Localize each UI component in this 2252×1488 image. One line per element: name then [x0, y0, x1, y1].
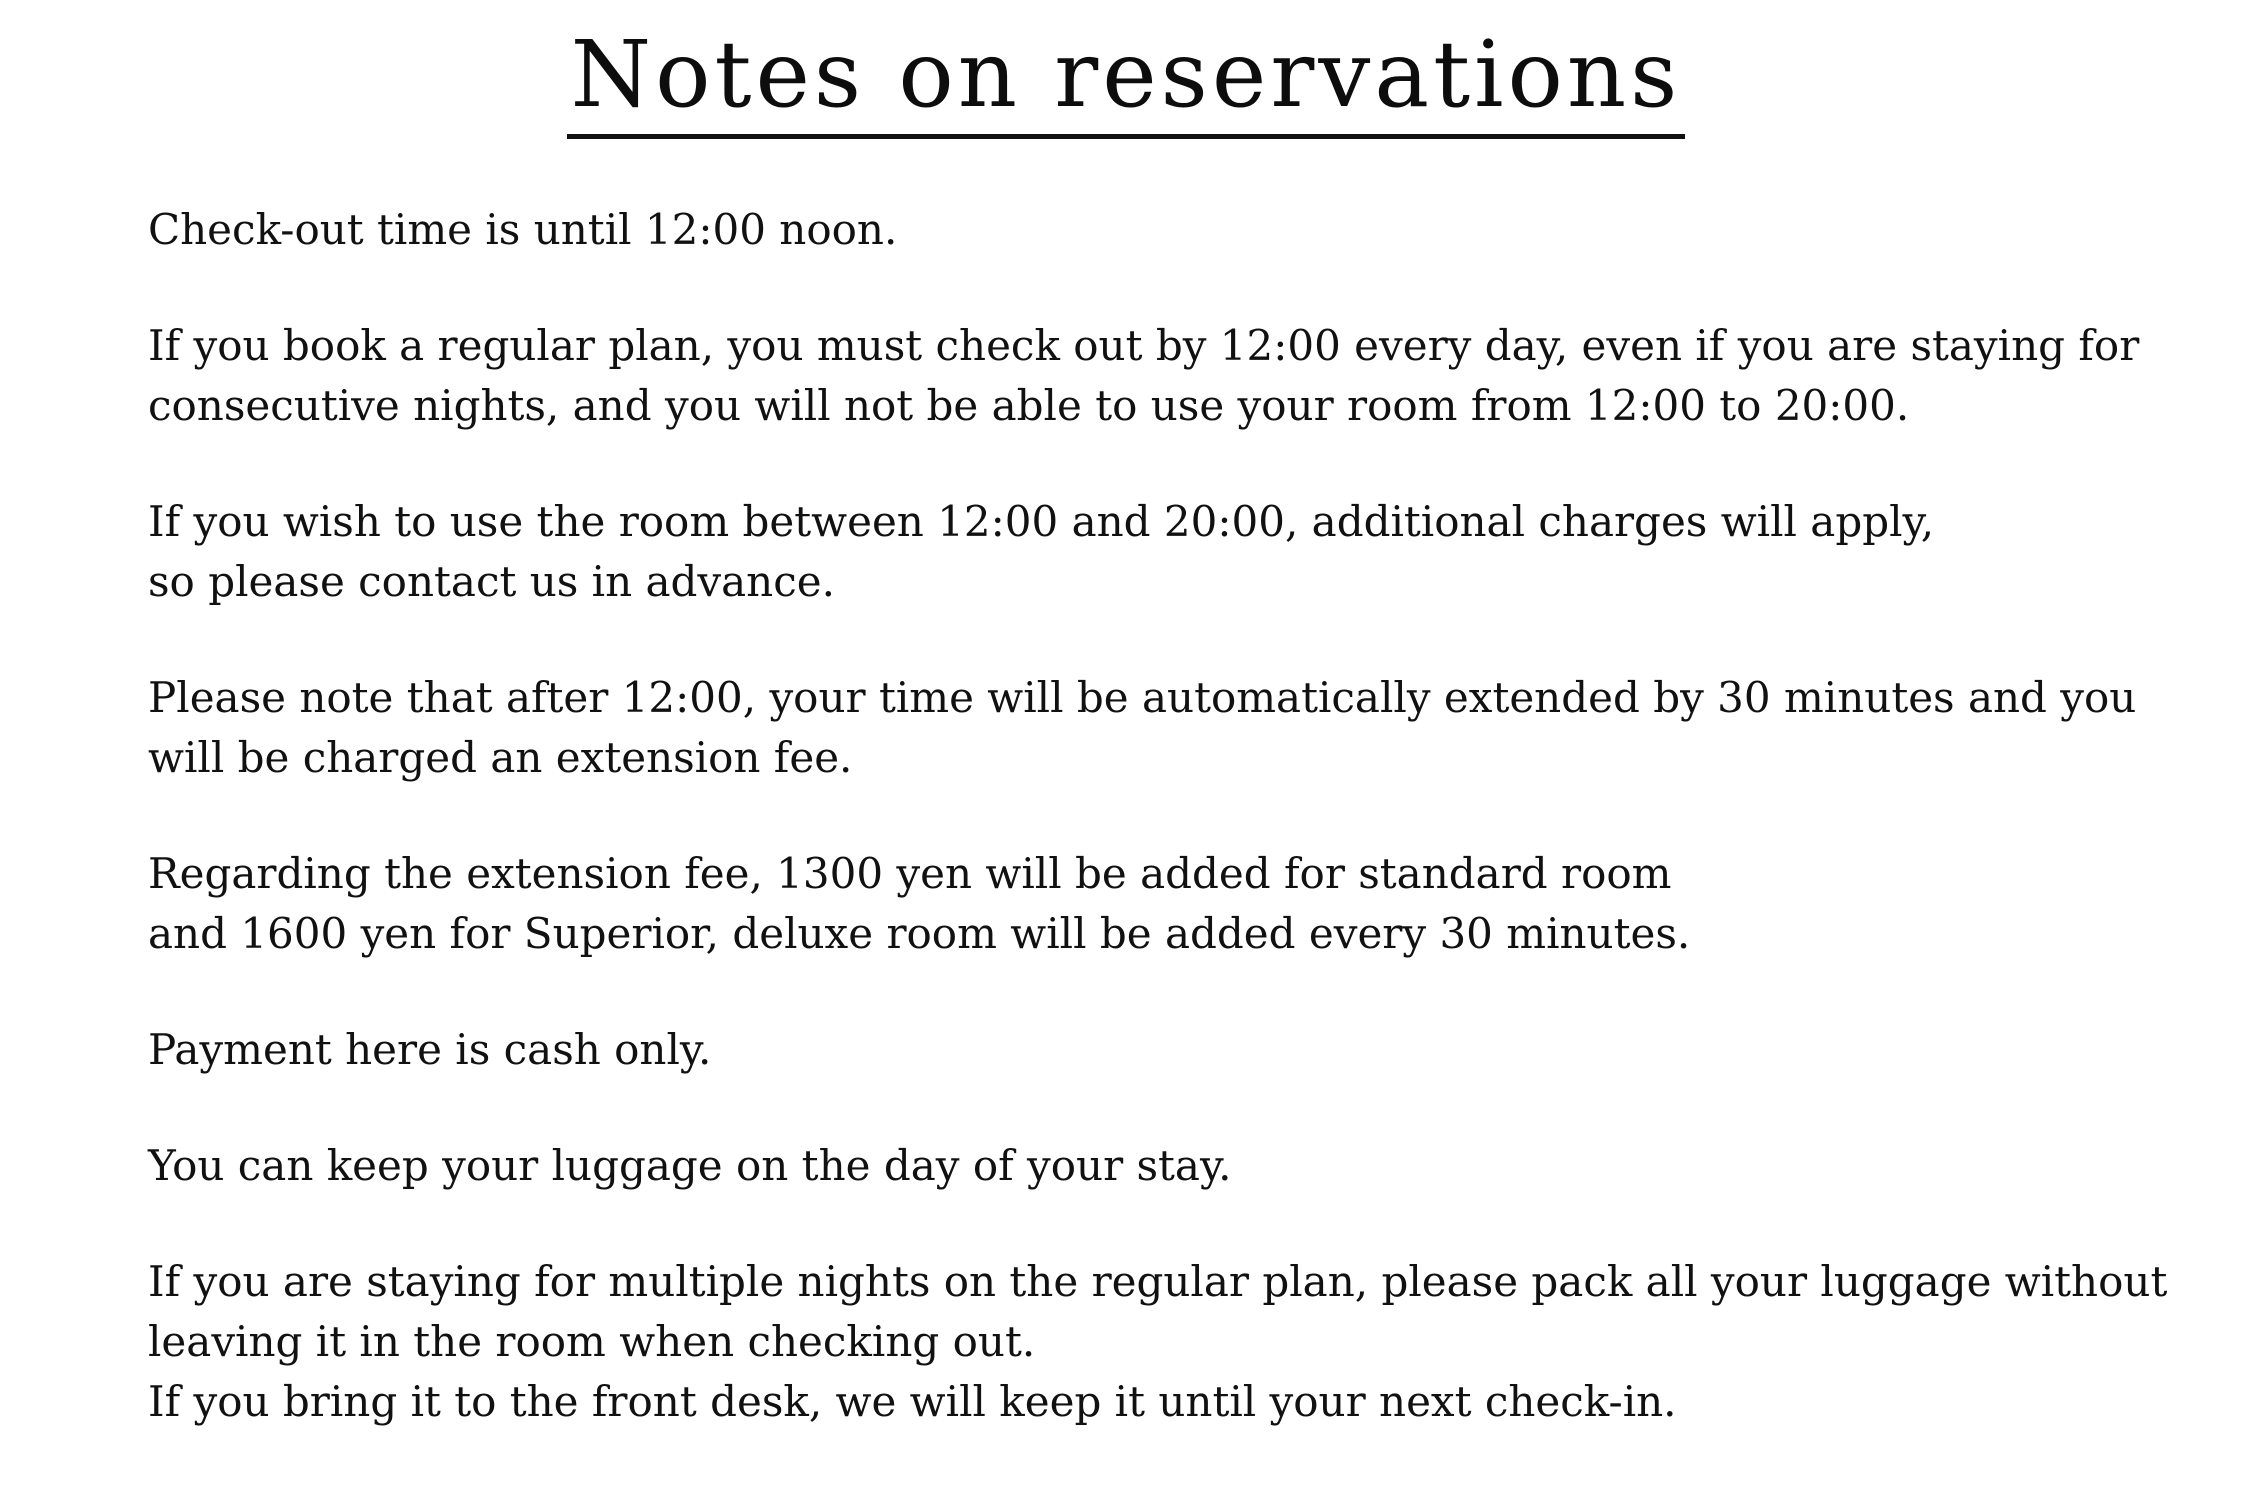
note-luggage-multiple-nights — [148, 1252, 2168, 1432]
note-line: Please note that after 12:00, your time will be automatically extended by 30 minutes and you — [148, 673, 2137, 722]
note-additional-charges — [148, 492, 2148, 612]
note-auto-extension — [148, 668, 2148, 788]
notes-body — [148, 200, 2168, 1488]
note-extension-fee — [148, 844, 2148, 964]
note-regular-plan — [148, 316, 2148, 436]
note-line: Regarding the extension fee, 1300 yen will be added for standard room — [148, 849, 1672, 898]
note-checkout-time — [148, 200, 2148, 260]
note-line: Check-out time is until 12:00 noon. — [148, 205, 898, 254]
note-luggage-day — [148, 1136, 2148, 1196]
page-title: Notes on reservations — [567, 20, 1686, 139]
note-line: If you book a regular plan, you must check out by 12:00 every day, even if you are staying for — [148, 321, 2140, 370]
note-line: will be charged an extension fee. — [148, 733, 853, 782]
note-line: so please contact us in advance. — [148, 557, 835, 606]
note-line: If you wish to use the room between 12:00 and 20:00, additional charges will apply, — [148, 497, 1935, 546]
note-line: consecutive nights, and you will not be able to use your room from 12:00 to 20:00. — [148, 381, 1910, 430]
note-line: If you are staying for multiple nights on the regular plan, please pack all your luggage without — [148, 1257, 2168, 1306]
note-payment — [148, 1020, 2148, 1080]
title-container — [0, 20, 2252, 139]
note-line: You can keep your luggage on the day of your stay. — [148, 1141, 1232, 1190]
note-line: If you bring it to the front desk, we will keep it until your next check-in. — [148, 1377, 1677, 1426]
note-line: leaving it in the room when checking out. — [148, 1317, 1036, 1366]
note-line: and 1600 yen for Superior, deluxe room will be added every 30 minutes. — [148, 909, 1691, 958]
note-line: Payment here is cash only. — [148, 1025, 712, 1074]
